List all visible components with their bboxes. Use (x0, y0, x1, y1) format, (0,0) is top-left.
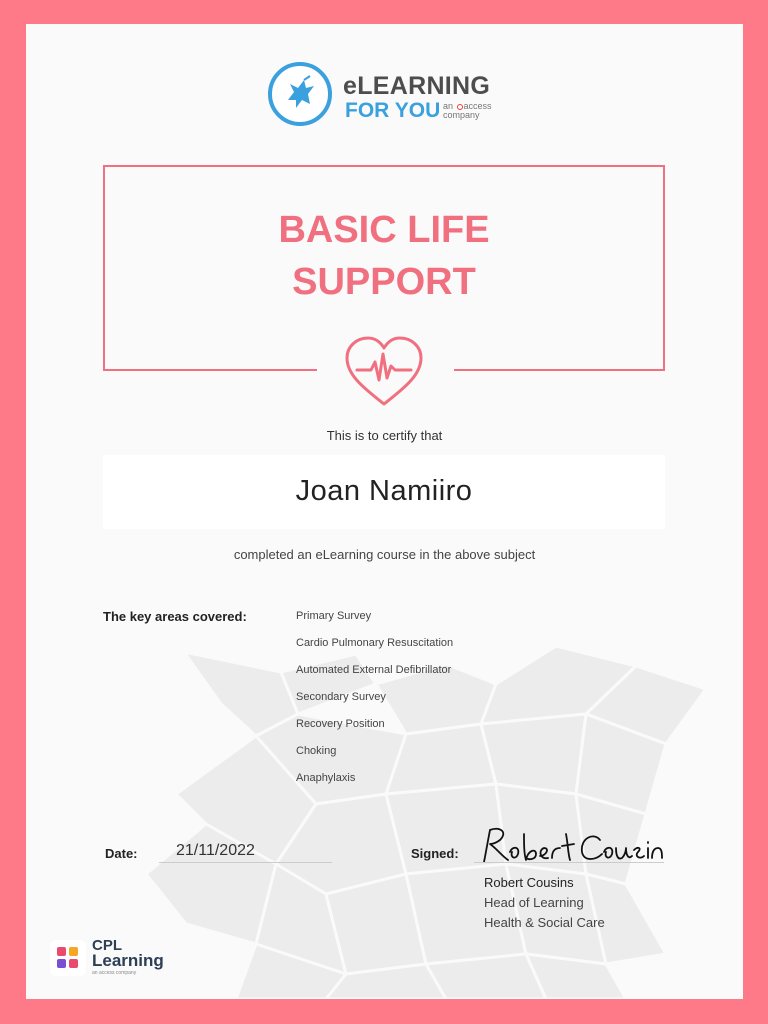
key-area-item: Anaphylaxis (296, 772, 356, 784)
certificate-page (26, 24, 743, 999)
access-dot-icon (457, 104, 463, 110)
cpl-square-orange (69, 947, 78, 956)
key-area-item: Primary Survey (296, 610, 372, 622)
date-underline (159, 862, 332, 863)
signer-department: Health & Social Care (484, 915, 605, 930)
course-title-line2: SUPPORT (292, 261, 476, 303)
cpl-square-pink (57, 947, 66, 956)
course-title-line1: BASIC LIFE (278, 209, 490, 251)
signed-label: Signed: (411, 846, 459, 861)
tagline-pre: an (443, 101, 454, 111)
key-area-item: Secondary Survey (296, 691, 386, 703)
key-area-item: Recovery Position (296, 718, 385, 730)
key-areas-list (296, 609, 453, 798)
date-value: 21/11/2022 (176, 842, 255, 859)
certify-text: This is to certify that (326, 428, 443, 443)
course-title (103, 204, 665, 308)
recipient-name-box (103, 455, 665, 529)
cpl-logo-line2: Learning (92, 951, 164, 970)
heartbeat-heart-icon (341, 334, 427, 410)
date-label: Date: (105, 846, 138, 861)
brand-name: eLEARNING (343, 72, 491, 100)
signer-role: Head of Learning (484, 895, 584, 910)
frame-bottom-left-line (103, 369, 317, 371)
key-areas-label: The key areas covered: (103, 609, 247, 624)
handwritten-signature-image (476, 824, 666, 866)
completed-text: completed an eLearning course in the above subject (233, 547, 536, 562)
key-area-item: Cardio Pulmonary Resuscitation (296, 637, 454, 649)
cpl-logo-line1: CPL (92, 937, 122, 954)
pegasus-logo-icon (268, 62, 332, 126)
cpl-logo-icon (50, 940, 86, 976)
frame-bottom-right-line (454, 369, 665, 371)
key-area-item: Automated External Defibrillator (296, 664, 452, 676)
cpl-square-red (69, 959, 78, 968)
signature-underline (474, 862, 664, 863)
cpl-logo-tagline: an access company (92, 970, 137, 976)
key-area-item: Choking (296, 745, 337, 757)
tagline-post: company (443, 110, 480, 120)
recipient-name: Joan Namiiro (295, 475, 473, 507)
brand-subname: FOR YOU (345, 99, 441, 122)
cpl-square-purple (57, 959, 66, 968)
brand-tagline (443, 102, 492, 120)
tagline-brand: access (463, 101, 492, 111)
signer-name: Robert Cousins (484, 875, 574, 890)
